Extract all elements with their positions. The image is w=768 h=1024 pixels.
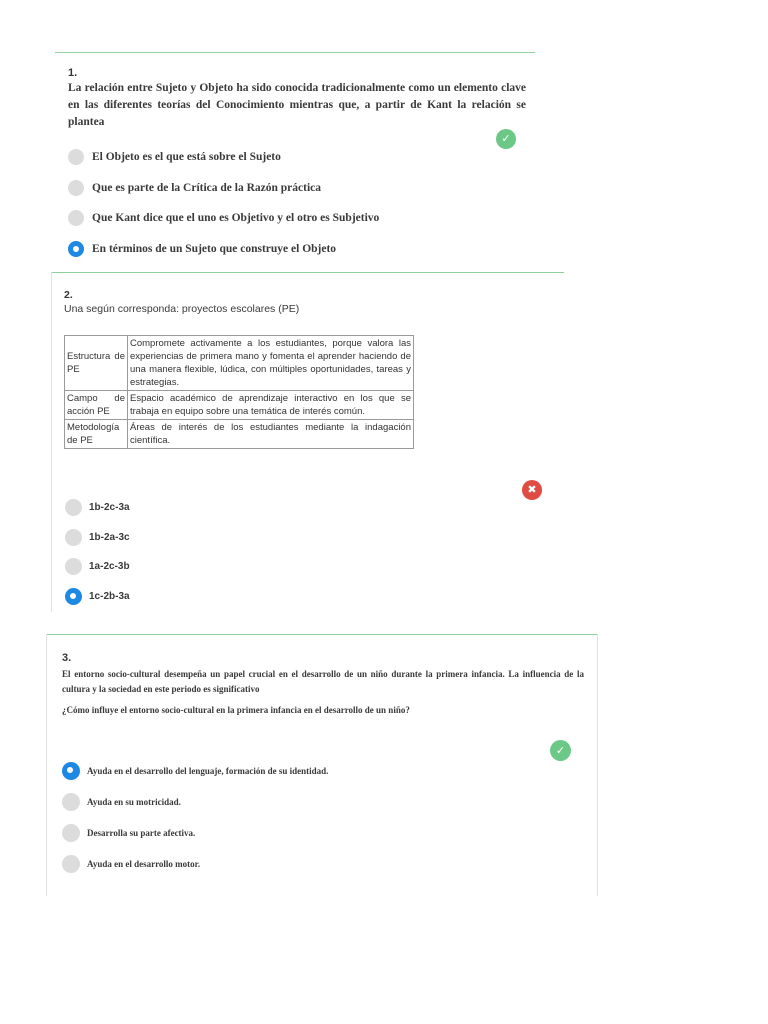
table-term-cell: Metodología de PE: [65, 420, 128, 449]
question-2-option-4[interactable]: [65, 588, 130, 605]
question-2-incorrect-icon: ✖: [522, 480, 542, 500]
option-label: Ayuda en el desarrollo motor.: [87, 859, 201, 869]
option-label: Ayuda en su motricidad.: [87, 797, 181, 807]
question-2-text: Una según corresponda: proyectos escolares (PE): [64, 303, 300, 315]
option-label: 1b-2c-3a: [89, 502, 130, 513]
question-3-option-3[interactable]: [62, 824, 195, 842]
question-1-correct-icon: ✓: [496, 129, 516, 149]
table-term-cell: Estructura de PE: [65, 336, 128, 391]
question-3-option-1[interactable]: [62, 762, 328, 780]
radio-unselected-icon[interactable]: [62, 824, 80, 842]
radio-selected-icon[interactable]: [62, 762, 80, 780]
option-label: Que Kant dice que el uno es Objetivo y el otro es Subjetivo: [92, 212, 380, 224]
question-3-option-4[interactable]: [62, 855, 200, 873]
radio-unselected-icon[interactable]: [68, 210, 84, 226]
question-3-prompt: ¿Cómo influye el entorno socio-cultural en la primera infancia en el desarrollo de un niño?: [62, 705, 410, 715]
matching-table: [64, 335, 414, 449]
question-3-text: El entorno socio-cultural desempeña un papel crucial en el desarrollo de un niño durante la primera infancia. La influencia de la cultura y la sociedad en este periodo es significativo: [62, 669, 584, 694]
radio-unselected-icon[interactable]: [62, 855, 80, 873]
radio-selected-icon[interactable]: [65, 588, 82, 605]
option-label: Desarrolla su parte afectiva.: [87, 828, 196, 838]
option-label: El Objeto es el que está sobre el Sujeto: [92, 151, 281, 163]
question-1-option-4[interactable]: [68, 241, 336, 257]
option-label: 1c-2b-3a: [89, 591, 130, 602]
radio-unselected-icon[interactable]: [65, 558, 82, 575]
option-label: Que es parte de la Crítica de la Razón práctica: [92, 182, 321, 194]
question-3-option-2[interactable]: [62, 793, 181, 811]
radio-selected-icon[interactable]: [68, 241, 84, 257]
radio-unselected-icon[interactable]: [65, 499, 82, 516]
table-term-cell: Campo de acción PE: [65, 391, 128, 420]
question-2-top-rule: [52, 272, 564, 273]
table-definition-cell: Compromete activamente a los estudiantes, porque valora las experiencias de primera mano y fomenta el aprender haciendo de una manera flexible, lúdica, con múltiples oportunidades, tareas y estrategias.: [128, 336, 414, 391]
question-1-text: La relación entre Sujeto y Objeto ha sido conocida tradicionalmente como un elemento clave en las diferentes teorías del Conocimiento mientras que, a partir de Kant la relación se plantea: [68, 82, 526, 128]
radio-unselected-icon[interactable]: [68, 180, 84, 196]
table-row: [65, 420, 414, 449]
option-label: 1a-2c-3b: [89, 561, 130, 572]
question-2-option-3[interactable]: [65, 558, 130, 575]
question-1-card: [55, 52, 535, 270]
radio-unselected-icon[interactable]: [62, 793, 80, 811]
question-2-option-2[interactable]: [65, 529, 130, 546]
question-1-option-2[interactable]: [68, 180, 321, 196]
question-2-number: 2.: [64, 289, 73, 301]
table-definition-cell: Áreas de interés de los estudiantes mediante la indagación científica.: [128, 420, 414, 449]
question-1-number: 1.: [68, 67, 78, 79]
table-definition-cell: Espacio académico de aprendizaje interactivo en los que se trabaja en equipo sobre una temática de interés común.: [128, 391, 414, 420]
question-3-card: [47, 634, 597, 896]
option-label: En términos de un Sujeto que construye el Objeto: [92, 243, 337, 255]
question-1-top-rule: [55, 52, 535, 53]
table-row: [65, 391, 414, 420]
question-3-number: 3.: [62, 652, 72, 664]
radio-unselected-icon[interactable]: [65, 529, 82, 546]
question-3-right-border: [597, 634, 598, 896]
question-1-option-3[interactable]: [68, 210, 379, 226]
question-3-top-rule: [47, 634, 597, 635]
question-2-card: [52, 272, 564, 617]
question-1-option-1[interactable]: [68, 149, 281, 165]
option-label: Ayuda en el desarrollo del lenguaje, formación de su identidad.: [87, 766, 329, 776]
option-label: 1b-2a-3c: [89, 532, 130, 543]
radio-unselected-icon[interactable]: [68, 149, 84, 165]
question-2-option-1[interactable]: [65, 499, 130, 516]
question-3-correct-icon: ✓: [550, 740, 571, 761]
table-row: [65, 336, 414, 391]
